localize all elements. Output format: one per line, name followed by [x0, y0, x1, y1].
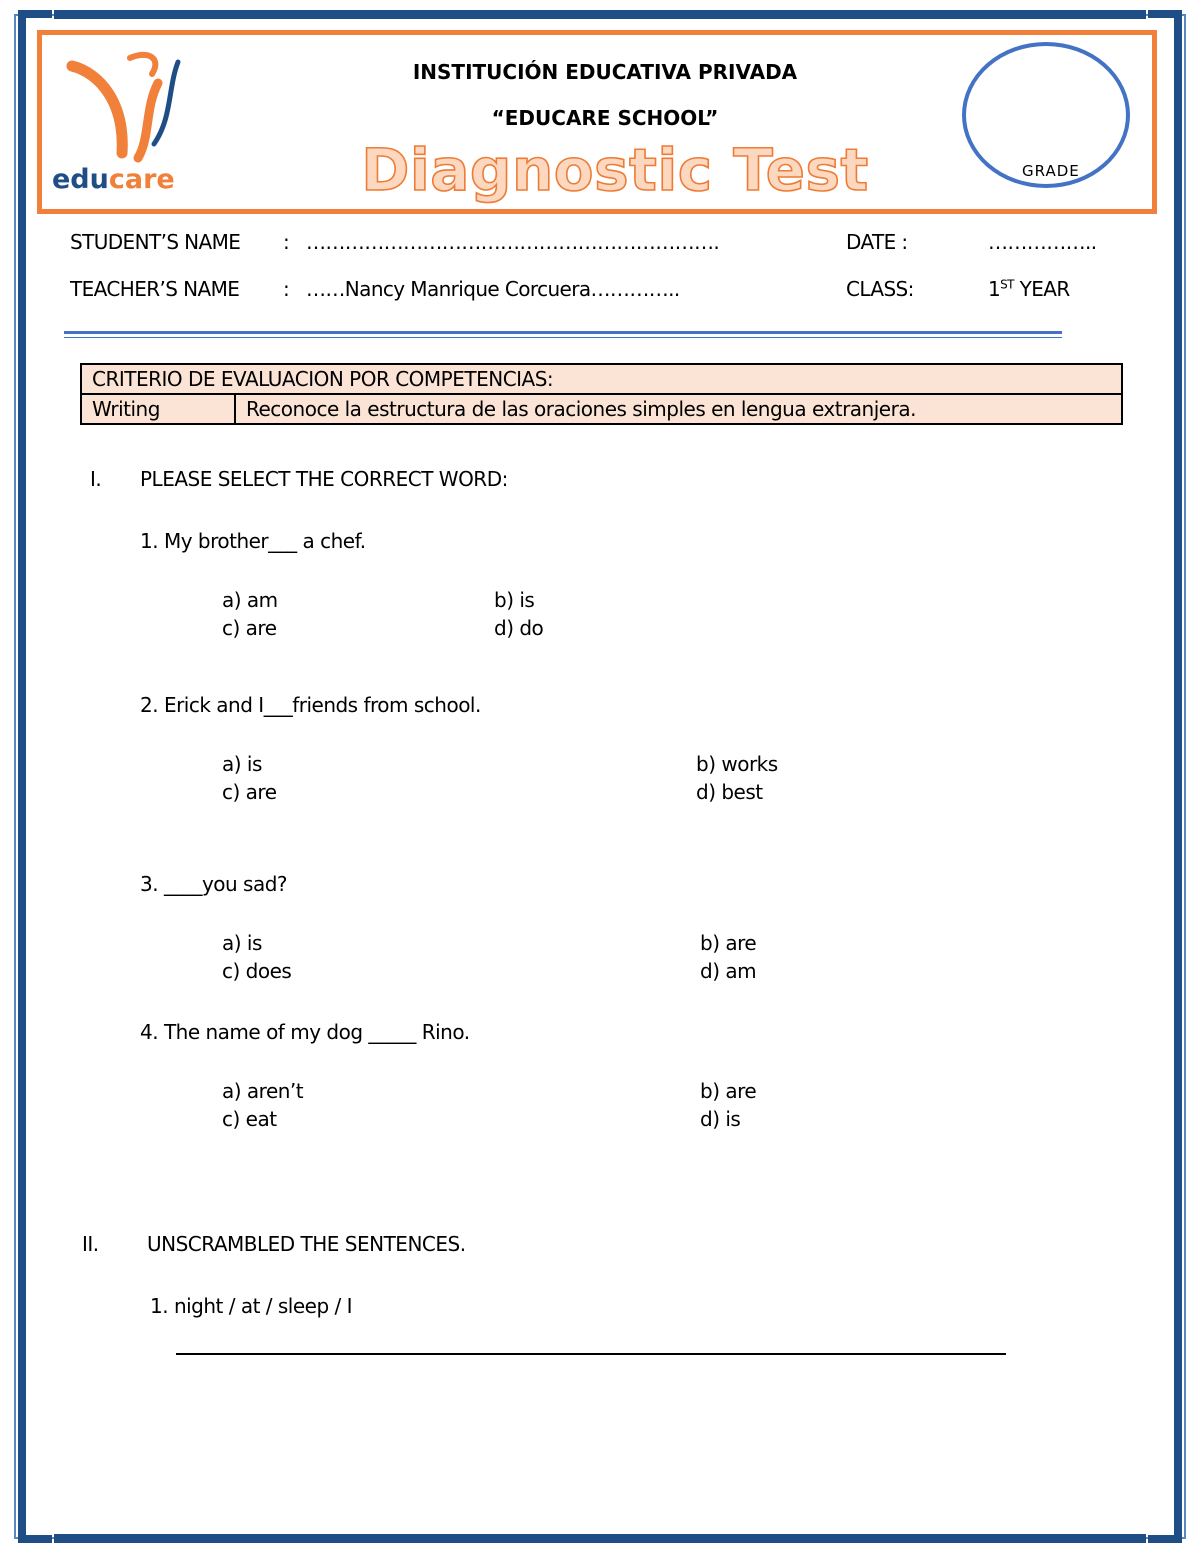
border-bar-bottom	[54, 1534, 1146, 1543]
answer-line[interactable]	[176, 1353, 1006, 1355]
logo-wordmark: educare	[52, 164, 175, 195]
question-2: 2. Erick and I___friends from school.	[140, 693, 481, 717]
option-b[interactable]: b) are	[700, 1079, 757, 1103]
border-bar-left	[18, 32, 26, 1522]
school-name: “EDUCARE SCHOOL”	[491, 106, 719, 130]
option-d[interactable]: d) best	[696, 780, 763, 804]
option-a[interactable]: a) is	[222, 752, 262, 776]
option-d[interactable]: d) is	[700, 1107, 741, 1131]
question-4: 4. The name of my dog _____ Rino.	[140, 1020, 470, 1044]
option-a[interactable]: a) am	[222, 588, 278, 612]
scramble-item-1: 1. night / at / sleep / I	[150, 1294, 353, 1318]
criteria-description: Reconoce la estructura de las oraciones simples en lengua extranjera.	[235, 394, 1122, 424]
option-c[interactable]: c) are	[222, 616, 277, 640]
divider	[64, 331, 1062, 338]
class-label: CLASS:	[846, 277, 914, 301]
teacher-name-label: TEACHER’S NAME	[70, 277, 240, 301]
question-1: 1. My brother___ a chef.	[140, 529, 366, 553]
option-d[interactable]: d) do	[494, 616, 544, 640]
class-value: 1ST YEAR	[988, 277, 1070, 301]
criteria-heading: CRITERIO DE EVALUACION POR COMPETENCIAS:	[81, 364, 1122, 394]
grade-label: GRADE	[1022, 162, 1080, 180]
criteria-table	[80, 363, 1123, 425]
border-corner	[1148, 1509, 1182, 1543]
section-numeral: II.	[82, 1232, 99, 1256]
section-title: PLEASE SELECT THE CORRECT WORD:	[140, 467, 508, 491]
border-bar-right	[1174, 32, 1182, 1522]
option-b[interactable]: b) are	[700, 931, 757, 955]
date-label: DATE :	[846, 230, 908, 254]
institution-name: INSTITUCIÓN EDUCATIVA PRIVADA	[412, 60, 798, 84]
date-field[interactable]: ……………..	[988, 230, 1097, 254]
criteria-skill: Writing	[81, 394, 235, 424]
option-a[interactable]: a) is	[222, 931, 262, 955]
student-name-label: STUDENT’S NAME	[70, 230, 241, 254]
option-b[interactable]: b) is	[494, 588, 535, 612]
option-c[interactable]: c) does	[222, 959, 292, 983]
border-bar-top	[54, 10, 1146, 19]
teacher-name-value: ……Nancy Manrique Corcuera…………..	[306, 277, 680, 301]
option-d[interactable]: d) am	[700, 959, 757, 983]
border-corner	[18, 1509, 52, 1543]
student-name-field[interactable]: ……………………………………………………….	[306, 230, 720, 254]
page-title: Diagnostic Test	[361, 136, 869, 204]
option-b[interactable]: b) works	[696, 752, 778, 776]
option-c[interactable]: c) are	[222, 780, 277, 804]
option-c[interactable]: c) eat	[222, 1107, 277, 1131]
question-3: 3. ____you sad?	[140, 872, 288, 896]
colon: :	[283, 277, 290, 301]
section-title: UNSCRAMBLED THE SENTENCES.	[147, 1232, 466, 1256]
colon: :	[283, 230, 290, 254]
option-a[interactable]: a) aren’t	[222, 1079, 304, 1103]
section-numeral: I.	[90, 467, 102, 491]
